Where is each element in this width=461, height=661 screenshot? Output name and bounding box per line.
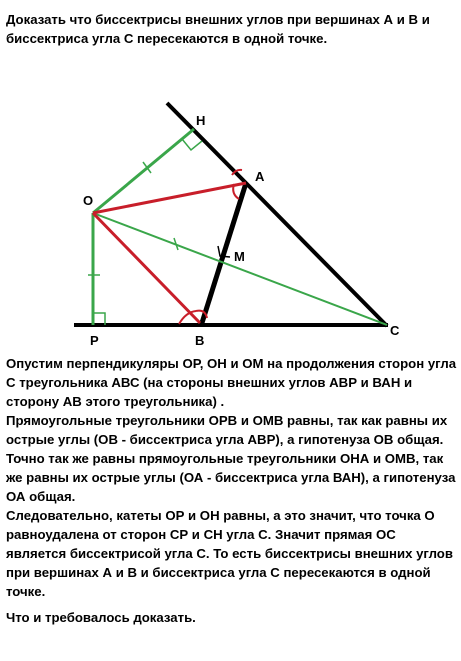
proof-text	[6, 354, 458, 627]
proof-paragraph-3: Точно так же равны прямоугольные треугольники ОНА и ОМВ, так же равны их острые углы (ОА - биссектриса угла ВАН), а гипотенуза ОА общая.	[6, 451, 456, 504]
label-m: M	[234, 249, 245, 264]
label-o: O	[83, 193, 94, 208]
line-oh	[93, 129, 194, 213]
line-ob	[93, 213, 200, 323]
label-p: P	[90, 333, 99, 348]
problem-statement: Доказать что биссектрисы внешних углов при вершинах А и В и биссектриса угла С пересекаются в одной точке.	[6, 12, 430, 46]
proof-paragraph-2: Прямоугольные треугольники ОРВ и ОМВ равны, так как равны их острые углы (ОВ - биссектриса угла АВР), а гипотенуза ОВ общая.	[6, 413, 448, 447]
proof-paragraph-1: Опустим перпендикуляры ОР, ОН и ОМ на продолжения сторон угла С треугольника АВС (на стороны внешних углов АВР и ВАН и сторону АВ этого треугольника) .	[6, 356, 457, 409]
proof-paragraph-4: Следовательно, катеты ОР и ОН равны, а это значит, что точка О равноудалена от сторон СР и СН угла С. Значит прямая ОС является биссектрисой угла С. То есть биссектрисы внешних углов при вершинах А и В и биссектриса угла С пересекаются в одной точке.	[6, 508, 453, 599]
right-angle-mark-h	[182, 139, 202, 150]
label-a: A	[255, 169, 265, 184]
label-h: H	[196, 113, 206, 128]
line-oa	[93, 183, 246, 213]
label-c: C	[390, 323, 400, 338]
line-oc	[93, 213, 387, 325]
proof-conclusion: Что и требовалось доказать.	[6, 610, 196, 625]
label-b: B	[195, 333, 205, 348]
line-ray-ch	[167, 103, 387, 326]
